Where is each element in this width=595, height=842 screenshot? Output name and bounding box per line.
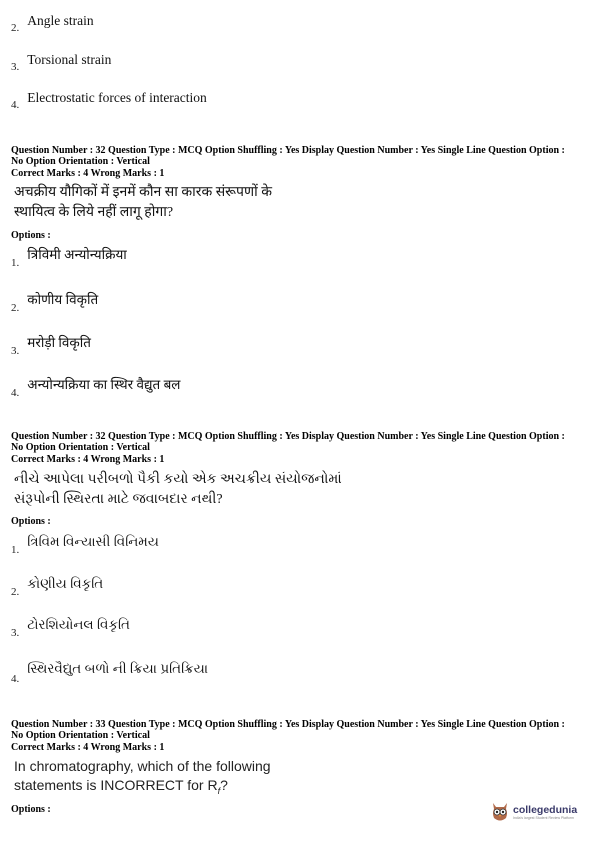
option-number: 2. — [11, 302, 20, 314]
option-4 — [11, 375, 181, 399]
option-number: 3. — [11, 627, 20, 639]
subscript: f — [217, 785, 221, 796]
option-3 — [11, 333, 91, 357]
options-label: Options : — [11, 516, 51, 527]
option-text: कोणीय विकृति — [27, 292, 99, 307]
meta-line: No Option Orientation : Vertical — [11, 442, 150, 453]
question-line: સંરૂપોની સ્થિરતા માટે જવાબદાર નથી? — [14, 492, 223, 507]
marks-line: Correct Marks : 4 Wrong Marks : 1 — [11, 454, 165, 465]
option-text: त्रिविमी अन्योन्यक्रिया — [27, 247, 127, 262]
logo-tagline: India's largest Student Review Platform — [513, 816, 574, 820]
logo-wordmark: collegedunia — [513, 804, 578, 816]
option-1 — [11, 245, 127, 269]
option-text: કોણીય વિકૃતિ — [27, 576, 104, 591]
question-line-text: statements is INCORRECT for R — [14, 777, 218, 793]
question-line: In chromatography, which of the following — [14, 758, 271, 774]
option-number: 4. — [11, 99, 20, 111]
prev-option-3 — [11, 51, 112, 73]
marks-line: Correct Marks : 4 Wrong Marks : 1 — [11, 742, 165, 753]
meta-line: No Option Orientation : Vertical — [11, 730, 150, 741]
prev-option-4 — [11, 89, 207, 111]
question-line: स्थायित्व के लिये नहीं लागू होगा? — [14, 205, 174, 220]
prev-option-2 — [11, 12, 94, 34]
question-text — [14, 757, 271, 801]
option-number: 1. — [11, 544, 20, 556]
option-text: ત્રિવિમ વિન્યાસી વિનિમય — [27, 534, 159, 549]
option-number: 1. — [11, 257, 20, 269]
question-meta — [11, 145, 591, 167]
meta-line: Question Number : 32 Question Type : MCQ Option Shuffling : Yes Display Question Number : Yes Single Line Question Option : — [11, 145, 565, 156]
option-3 — [11, 616, 130, 639]
collegedunia-logo — [489, 797, 589, 827]
option-number: 4. — [11, 673, 20, 685]
option-1 — [11, 533, 159, 556]
question-text — [14, 183, 272, 223]
option-2 — [11, 290, 99, 314]
owl-mascot-icon — [489, 800, 511, 824]
marks-line: Correct Marks : 4 Wrong Marks : 1 — [11, 168, 165, 179]
question-line — [14, 776, 271, 801]
question-meta — [11, 431, 591, 453]
option-text: मरोड़ी विकृति — [27, 335, 91, 350]
option-4 — [11, 660, 209, 685]
meta-line: No Option Orientation : Vertical — [11, 156, 150, 167]
options-label: Options : — [11, 230, 51, 241]
option-text: ટોરશિયોનલ વિકૃતિ — [27, 617, 130, 632]
option-number: 2. — [11, 586, 20, 598]
option-number: 2. — [11, 22, 20, 34]
option-text: Torsional strain — [27, 52, 112, 67]
option-text: अन्योन्यक्रिया का स्थिर वैद्युत बल — [27, 377, 181, 392]
option-2 — [11, 575, 104, 598]
option-text: સ્થિરવૈદ્યુત બળો ની ક્રિયા પ્રતિક્રિયા — [27, 661, 209, 676]
option-number: 3. — [11, 61, 20, 73]
option-number: 4. — [11, 387, 20, 399]
option-text: Angle strain — [27, 13, 94, 28]
option-number: 3. — [11, 345, 20, 357]
option-text: Electrostatic forces of interaction — [27, 90, 207, 105]
meta-line: Question Number : 33 Question Type : MCQ Option Shuffling : Yes Display Question Number : Yes Single Line Question Option : — [11, 719, 565, 730]
question-line: નીચે આપેલા પરીબળો પૈકી કયો એક અચક્રીય સંયોજનોમાં — [14, 472, 342, 487]
meta-line: Question Number : 32 Question Type : MCQ Option Shuffling : Yes Display Question Number : Yes Single Line Question Option : — [11, 431, 565, 442]
question-meta — [11, 719, 591, 741]
question-line: अचक्रीय यौगिकों में इनमें कौन सा कारक संरूपणों के — [14, 185, 272, 200]
options-label: Options : — [11, 804, 51, 815]
question-mark: ? — [220, 777, 228, 793]
question-text — [14, 470, 342, 510]
